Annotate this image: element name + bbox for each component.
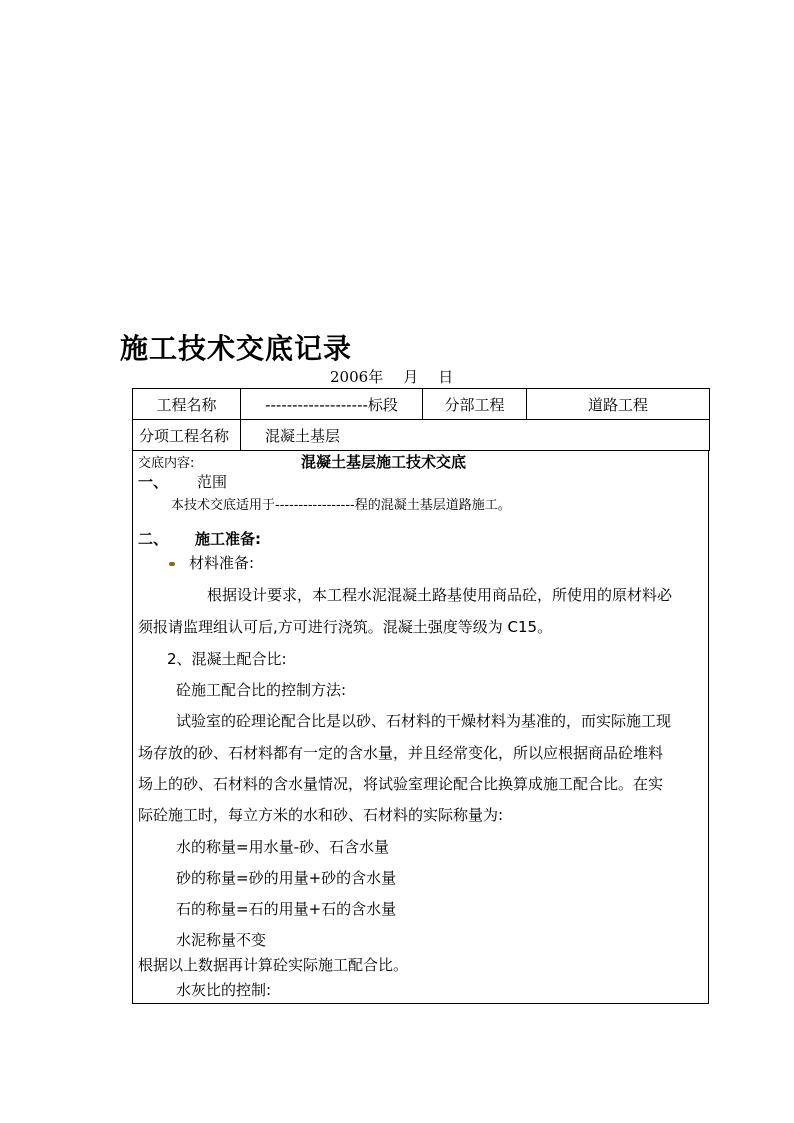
control-title: 砼施工配合比的控制方法:	[176, 681, 347, 699]
para-line: 场存放的砂、石材料都有一定的含水量，并且经常变化，所以应根据商品砼堆料	[138, 744, 664, 762]
subproject-label: 分项工程名称	[133, 420, 241, 451]
para-line: 场上的砂、石材料的含水量情况，将试验室理论配合比换算成施工配合比。在实	[138, 775, 664, 793]
bullet-icon	[169, 562, 175, 566]
section1-text: 本技术交底适用于-----------------程的混凝土基层道路施工。	[171, 498, 511, 513]
item1-title: 材料准备:	[189, 554, 255, 572]
project-name-value: -------------------标段	[241, 389, 423, 420]
section2-num: 二、	[138, 530, 169, 548]
info-table	[132, 388, 710, 451]
para-line: 际砼施工时，每立方米的水和砂、石材料的实际称量为:	[138, 806, 504, 824]
content-heading: 混凝土基层施工技术交底	[301, 453, 467, 471]
para-line: 试验室的砼理论配合比是以砂、石材料的干燥材料为基准的，而实际施工现	[176, 712, 672, 730]
document-title: 施工技术交底记录	[120, 332, 353, 365]
item1-line	[169, 552, 254, 573]
section1-title: 范围	[197, 473, 228, 491]
formula-sand: 砂的称量=砂的用量+砂的含水量	[176, 869, 397, 887]
division-value: 道路工程	[527, 389, 710, 420]
subproject-value: 混凝土基层	[241, 420, 710, 451]
recalc-text: 根据以上数据再计算砼实际施工配合比。	[138, 956, 409, 974]
info-row-subproject	[133, 420, 710, 451]
month-unit: 月	[403, 368, 419, 386]
wc-ratio-title: 水灰比的控制:	[176, 981, 272, 999]
formula-cement: 水泥称量不变	[176, 931, 267, 949]
formula-stone: 石的称量=石的用量+石的含水量	[176, 900, 397, 918]
content-label: 交底内容:	[138, 456, 195, 471]
content-box	[132, 450, 709, 1004]
section1-num: 一、	[138, 473, 169, 491]
info-row-project	[133, 389, 710, 420]
year-unit: 年	[368, 368, 384, 386]
section2-title: 施工准备:	[195, 530, 261, 548]
item1-para-line1: 根据设计要求，本工程水泥混凝土路基使用商品砼，所使用的原材料必	[207, 586, 673, 604]
formula-water: 水的称量=用水量-砂、石含水量	[176, 838, 389, 856]
item2-title: 2、混凝土配合比:	[167, 650, 287, 668]
project-name-label: 工程名称	[133, 389, 241, 420]
item1-para-line2: 须报请监理组认可后,方可进行浇筑。混凝土强度等级为 C15。	[138, 618, 553, 636]
date-line	[330, 366, 453, 387]
division-label: 分部工程	[423, 389, 527, 420]
date-year: 2006	[330, 368, 369, 386]
day-unit: 日	[438, 368, 454, 386]
